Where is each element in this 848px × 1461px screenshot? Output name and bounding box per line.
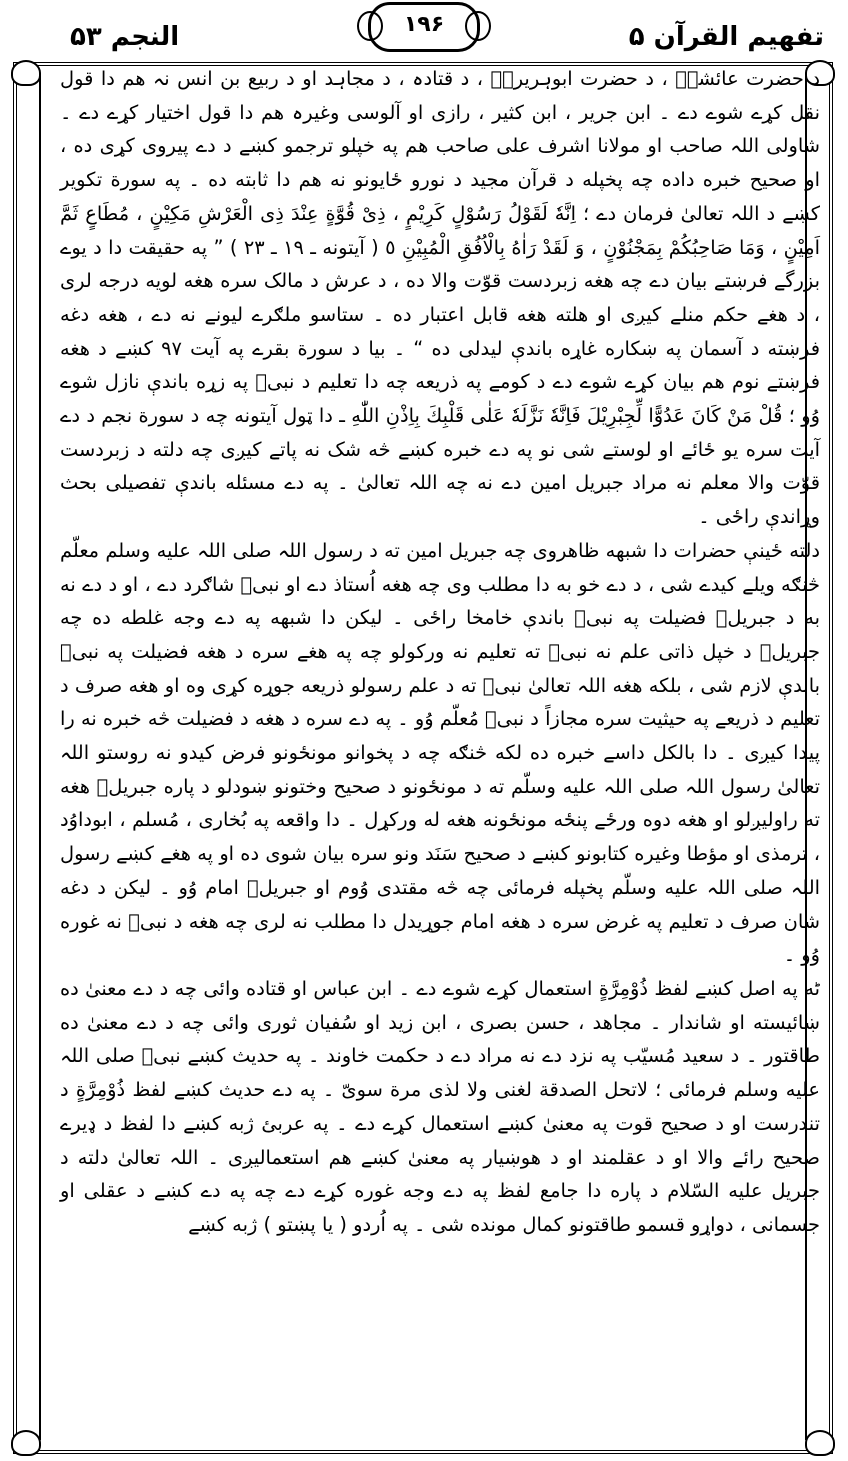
- page-body: [60, 62, 820, 1447]
- page-number: ۱۹۶: [368, 2, 480, 52]
- corner-ornament-icon: [11, 1430, 41, 1456]
- book-title: تفهیم القرآن ۵: [628, 22, 824, 52]
- page-header: [0, 0, 848, 62]
- second-paragraph: دلته ځینې حضرات دا شبهه ظاهروی چه جبریل امین ته د رسول اللہ صلی اللہ علیه وسلم معلّم څنګه ویلے کیدے شی ، د دے خو به دا مطلب وی چه هغه اُستاذ دے او نبیؐ شاګرد دے ، او د دے نه به د جبریلؑ فضیلت په نبیؐ باندې خامخا راځی ۔ لیکن دا شبهه په دے وجه غلطه ده چه جبریلؑ د خپل ذاتی علم نه نبیؐ ته تعلیم نه ورکولو چه په هغے سره د هغه فضیلت په نبیؐ باندې لازم شی ، بلکه هغه اللہ تعالیٰ نبیؐ ته د علم رسولو ذریعه جوړه کړی وه او هغه صرف د تعلیم د ذریعے په حیثیت سره مجازاً د نبیؐ مُعلّم وُو ۔ په دے سره د هغه د فضیلت څه خبره نه را پیدا کیږی ۔ دا بالکل داسے خبره ده لکه څنګه چه د پخوانو مونځونو فرض کیدو نه روستو اللہ تعالیٰ رسول اللہ صلی اللہ علیه وسلّم ته د مونځونو د صحیح وختونو ښودلو د پاره جبریلؑ هغه ته راولیږلو او هغه دوه ورځے پنځه مونځونه هغه له ورکړل ۔ دا واقعه په بُخاری ، مُسلم ، ابوداوُد ، ترمذی او مؤطا وغیره کتابونو کښے د صحیح سَنَد ونو سره بیان شوی ده او په هغے کښے رسول اللہ صلی اللہ علیه وسلّم پخپله فرمائی چه څه مقتدی وُوم او جبریلؑ امام وُو ۔ لیکن د دغه شان صرف د تعلیم په غرض سره د هغه امام جوړیدل دا مطلب نه لری چه هغه د نبیؐ نه غوره وُو ۔: [60, 538, 820, 967]
- main-paragraph: د حضرت عائشہؓ ، د حضرت ابوہریرہؓ ، د قتادہ ، د مجاہد او د ربیع بن انس نہ ھم دا قول نقل کړے شوے دے ۔ ابن جریر ، ابن کثیر ، رازی او آلوسی وغیرہ ھم دا قول اختیار کړے دے ۔ شاولی اللہ صاحب او مولانا اشرف علی صاحب هم په خپلو ترجمو کښے د دے پیروی کړی ده ، او صحیح خبره داده چه پخپله د قرآن مجید د نورو ځایونو نه هم دا ثابته ده ۔ په سورة تکویر کښے د اللہ تعالیٰ فرمان دے ؛ اِنَّهٗ لَقَوْلُ رَسُوْلٍ كَرِيْمٍ ، ذِىْ قُوَّةٍ عِنْدَ ذِى الْعَرْشِ مَكِيْنٍ ، مُطَاعٍ ثَمَّ اَمِيْنٍ ، وَمَا صَاحِبُكُمْ بِمَجْنُوْنٍ ، وَ لَقَدْ رَاٰهُ بِالْاُفُقِ الْمُبِيْنِ ٥ ( آیتونه ـ ۱۹ ـ ۲۳ ) ” په حقیقت دا د یوے بزرگے فرښتے بیان دے چه هغه زبردست قوّت والا ده ، د عرش د مالک سره هغه لویه درجه لری ، د هغے حکم منلے کیږی او هلته هغه قابل اعتبار ده ۔ ستاسو ملګرے لیونے نه دے ، هغه دغه فرښته د آسمان په ښکاره غاړه باندې لیدلی ده “ ۔ بیا د سورة بقرے په آیت ۹۷ کښے د هغه فرښتے نوم هم بیان کړے شوے دے د کومے په ذریعه چه دا تعلیم د نبیؐ په زړه باندې نازل شوے وُو ؛ قُلْ مَنْ كَانَ عَدُوًّا لِّجِبْرِيْلَ فَاِنَّهٗ نَزَّلَهٗ عَلٰى قَلْبِكَ بِاِذْنِ اللّٰهِ ـ دا ټول آیتونه چه د سورة نجم د دے آیت سره یو ځائے او لوستے شی نو په دے خبره کښے څه شک نه پاتے کیږی چه دلته د زبردست قوّت والا معلم نه مراد جبریل امین دے نه چه اللہ تعالیٰ ۔ په دے مسئله باندې تفصیلی بحث وړاندې راځی ۔: [60, 67, 820, 529]
- corner-ornament-icon: [11, 60, 41, 86]
- footnote-paragraph: ٹه په اصل کښے لفظ ذُوْمِرَّةٍ استعمال کړے شوے دے ۔ ابن عباس او قتاده وائی چه د دے معنیٰ ده ښائیسته او شاندار ۔ مجاهد ، حسن بصری ، ابن زید او سُفیان ثوری وائی چه د دے معنیٰ ده طاقتور ۔ د سعید مُسیّب په نزد دے نه مراد دے د حکمت خاوند ۔ په حدیث کښے نبیؐ صلی اللہ علیه وسلم فرمائی ؛ لاتحل الصدقة لغنی ولا لذی مرة سویّ ۔ په دے حدیث کښے لفظ ذُوْمِرَّةٍ د تندرست او د صحیح قوت په معنیٰ کښے استعمال کړے دے ۔ په عربئ ژبه کښے دا لفظ د ډیرے صحیح رائے والا او د عقلمند او د هوښیار په معنیٰ کښے هم استعمالیږی ۔ اللہ تعالیٰ دلته د جبریل علیه السّلام د پاره دا جامع لفظ په دے وجه غوره کړے دے چه په دے کښے د عقلی او جسمانی ، دواړو قسمو طاقتونو کمال مونده شی ۔ په اُردو ( یا پښتو ) ژبه کښے: [60, 976, 820, 1236]
- surah-title: النجم ۵۳: [70, 22, 180, 52]
